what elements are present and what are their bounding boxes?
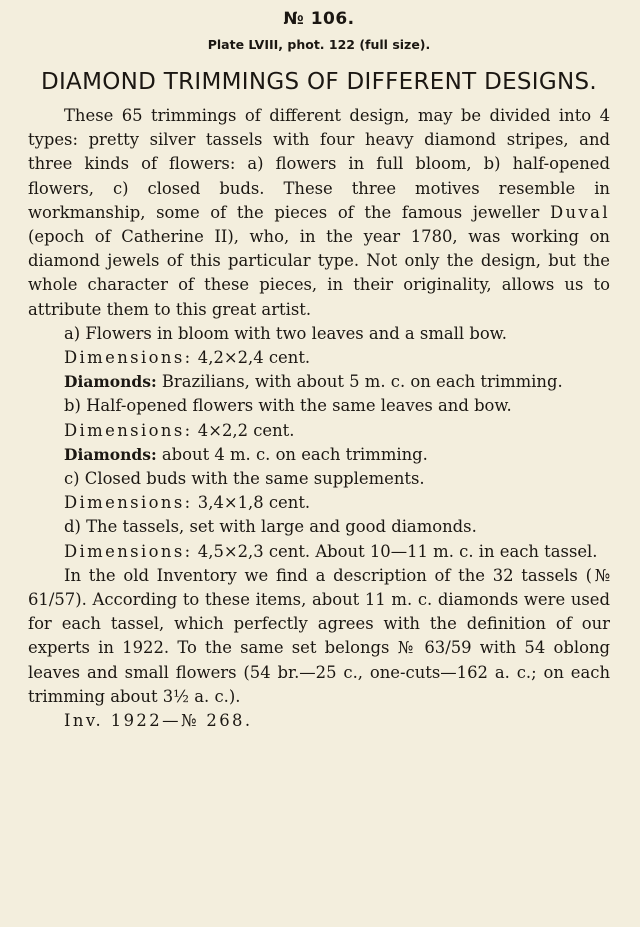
inventory-reference: Inv. 1922—№ 268. (64, 711, 253, 731)
diamonds-label: Diamonds: (64, 444, 157, 464)
dimensions-label: Dimensions: (64, 420, 193, 440)
item-c-description: c) Closed buds with the same supplements. (64, 469, 425, 489)
plate-reference: Plate LVIII, phot. 122 (full size). (207, 37, 431, 52)
item-b-description: b) Half-opened flowers with the same leaves and bow. (64, 396, 512, 416)
item-d-description: d) The tassels, set with large and good diamonds. (64, 517, 477, 537)
dimensions-value: 4×2,2 cent. (192, 420, 295, 440)
item-b-dimensions (28, 419, 610, 443)
entry-number: № 106. (283, 9, 355, 29)
diamonds-value: Brazilians, with about 5 m. c. on each trimming. (156, 372, 563, 392)
jeweller-name: Duval (550, 202, 610, 222)
dimensions-label: Dimensions: (64, 493, 193, 513)
dimensions-label: Dimensions: (64, 348, 193, 368)
dimensions-value: 4,5×2,3 cent. About 10—11 m. c. in each tassel. (192, 541, 598, 561)
document-title: DIAMOND TRIMMINGS OF DIFFERENT DESIGNS. (40, 69, 598, 95)
item-a-diamonds (28, 370, 610, 394)
diamonds-value: about 4 m. c. on each trimming. (156, 444, 428, 464)
intro-text-2: (epoch of Catherine II), who, in the year 1780, was working on diamond jewels of this particular type. Not only the design, but the whole character of these pieces, in their originality, allows us to attribute them to this great artist. (28, 227, 610, 319)
diamonds-label: Diamonds: (64, 372, 157, 392)
item-a-description: a) Flowers in bloom with two leaves and a small bow. (64, 323, 507, 343)
dimensions-label: Dimensions: (64, 541, 193, 561)
intro-text-1: These 65 trimmings of different design, may be divided into 4 types: pretty silver tassels with four heavy diamond stripes, and three kinds of flowers: a) flowers in full bloom, b) half-opened flowers, c) closed buds. These three motives resemble in workmanship, some of the pieces of the famous jeweller (28, 106, 610, 222)
item-c-dimensions (28, 491, 610, 515)
dimensions-value: 4,2×2,4 cent. (192, 348, 311, 368)
intro-paragraph (28, 104, 610, 322)
item-a-dimensions (28, 346, 610, 370)
document-body (28, 104, 610, 733)
dimensions-value: 3,4×1,8 cent. (192, 493, 311, 513)
inventory-paragraph: In the old Inventory we find a description of the 32 tassels (№ 61/57). According to these items, about 11 m. c. diamonds were used for each tassel, which perfectly agrees with the definition of our experts in 1922. To the same set belongs № 63/59 with 54 oblong leaves and small flowers (54 br.—25 c., one-cuts—162 a. c.; on each trimming about 3½ a. c.). (28, 565, 610, 706)
item-b-diamonds (28, 443, 610, 467)
item-d-dimensions (28, 540, 610, 564)
